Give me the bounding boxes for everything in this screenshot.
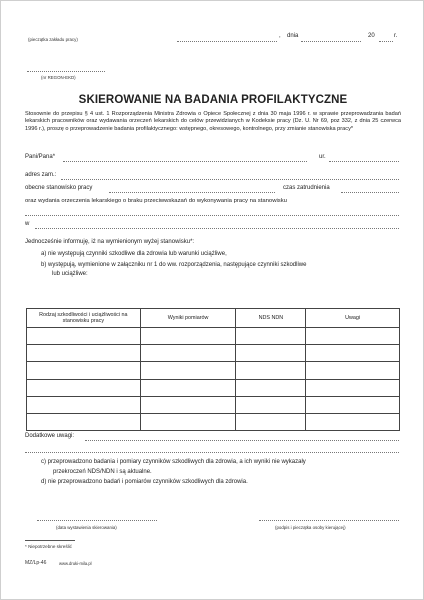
issue-date-label: (data wystawienia skierowania): [56, 525, 117, 530]
year-label: 20: [368, 33, 375, 39]
header-measurements: Wyniki pomiarów: [140, 309, 236, 328]
date-label: dnia: [287, 33, 299, 39]
option-d: d) nie przeprowadzono badań i pomiarów czynników szkodliwych dla zdrowia.: [41, 479, 248, 485]
table-row[interactable]: [27, 396, 400, 413]
table-cell[interactable]: [306, 345, 400, 362]
table-cell[interactable]: [27, 362, 141, 379]
table-cell[interactable]: [236, 362, 306, 379]
table-cell[interactable]: [306, 328, 400, 345]
additional-field-2[interactable]: [25, 452, 399, 453]
table-cell[interactable]: [236, 328, 306, 345]
table-cell[interactable]: [236, 413, 306, 430]
table-row[interactable]: [27, 328, 400, 345]
table-cell[interactable]: [27, 413, 141, 430]
table-cell[interactable]: [306, 396, 400, 413]
table-row[interactable]: [27, 413, 400, 430]
hazards-table: [26, 308, 400, 431]
name-field[interactable]: [63, 161, 307, 162]
stamp-label: (pieczątka zakładu pracy): [28, 37, 78, 42]
birth-label: ur.: [319, 154, 326, 160]
table-cell[interactable]: [27, 328, 141, 345]
address-label: adres zam.:: [25, 172, 57, 178]
table-cell[interactable]: [236, 345, 306, 362]
option-b-line-1: b) występują, wymienione w załączniku nr 1 do ww. rozporządzenia, następujące czynniki szkodliwe: [41, 262, 307, 268]
date-field[interactable]: [301, 41, 361, 42]
pani-pan-label: Pani/Pana*: [25, 154, 56, 160]
regon-label: (nr REGON-EKD): [41, 75, 76, 80]
website: www.druki-mila.pl: [59, 561, 92, 566]
signature-label: (podpis i pieczątka osoby kierującej): [275, 525, 346, 530]
issue-date-field[interactable]: [37, 520, 157, 521]
certificate-text: oraz wydania orzeczenia lekarskiego o braku przeciwwskazań do wykonywania pracy na stanowisku: [25, 198, 287, 204]
info-intro: Jednocześnie informuję, iż na wymienionym wyżej stanowisku*:: [25, 239, 195, 245]
table-row[interactable]: [27, 345, 400, 362]
table-cell[interactable]: [306, 413, 400, 430]
workplace-line-2[interactable]: [35, 228, 399, 229]
position-field[interactable]: [109, 192, 275, 193]
additional-label: Dodatkowe uwagi:: [25, 433, 75, 439]
workplace-line-1[interactable]: [25, 215, 399, 216]
table-header-row: [27, 309, 400, 328]
birth-field[interactable]: [329, 161, 399, 162]
intro-paragraph: Stosownie do przepisu § 4 ust. 1 Rozporządzenia Ministra Zdrowia o Opiece Społecznej z dnia 30 maja 1996 r. w sprawie przeprowadzania badań lekarskich pracowników oraz wydawania orzeczeń lekarskich do celów przewidzianych w Kodeksie pracy (Dz. U. Nr 69, poz 332, z dnia 25 czerwca 1996 r.), proszę o przeprowadzenie badania profilaktycznego: wstępnego, okresowego, kontrolnego, przy zmianie stanowiska pracy*: [25, 111, 401, 132]
table-cell[interactable]: [140, 345, 236, 362]
form-title: SKIEROWANIE NA BADANIA PROFILAKTYCZNE: [78, 94, 348, 106]
option-c-line-2: przekroczeń NDS/NDN i są aktualne.: [53, 469, 152, 475]
table-cell[interactable]: [306, 362, 400, 379]
signature-field[interactable]: [259, 520, 399, 521]
table-cell[interactable]: [306, 379, 400, 396]
position-label: obecne stanowisko pracy: [25, 185, 93, 191]
w-label: w: [25, 221, 30, 227]
date-comma: ,: [279, 33, 281, 39]
year-field[interactable]: [379, 41, 393, 42]
table-cell[interactable]: [140, 379, 236, 396]
table-cell[interactable]: [236, 379, 306, 396]
address-field[interactable]: [61, 179, 399, 180]
table-row[interactable]: [27, 379, 400, 396]
footnote-divider: [25, 540, 75, 541]
option-c-line-1: c) przeprowadzono badania i pomiary czynników szkodliwych dla zdrowia, a ich wyniki nie wykazały: [41, 459, 306, 465]
table-cell[interactable]: [140, 328, 236, 345]
table-cell[interactable]: [140, 396, 236, 413]
header-nds-ndn: NDS NDN: [236, 309, 306, 328]
option-a: a) nie występują czynniki szkodliwe dla zdrowia lub warunki uciążliwe,: [41, 251, 227, 257]
table-row[interactable]: [27, 362, 400, 379]
form-code: MZ/Lp-46: [25, 560, 47, 566]
additional-field-1[interactable]: [85, 440, 399, 441]
header-hazard-type: Rodzaj szkodliwości i uciążliwości na stanowisku pracy: [27, 309, 141, 328]
year-suffix: r.: [394, 33, 398, 39]
table-cell[interactable]: [140, 413, 236, 430]
table-cell[interactable]: [140, 362, 236, 379]
employment-label: czas zatrudnienia: [283, 185, 330, 191]
place-field[interactable]: [177, 41, 277, 42]
header-remarks: Uwagi: [306, 309, 400, 328]
footnote: * Niepotrzebne skreślić: [25, 544, 72, 549]
option-b-line-2: lub uciążliwe:: [52, 271, 88, 277]
table-cell[interactable]: [27, 379, 141, 396]
table-cell[interactable]: [236, 396, 306, 413]
table-cell[interactable]: [27, 345, 141, 362]
table-cell[interactable]: [27, 396, 141, 413]
regon-field[interactable]: [27, 71, 105, 72]
employment-field[interactable]: [341, 192, 399, 193]
